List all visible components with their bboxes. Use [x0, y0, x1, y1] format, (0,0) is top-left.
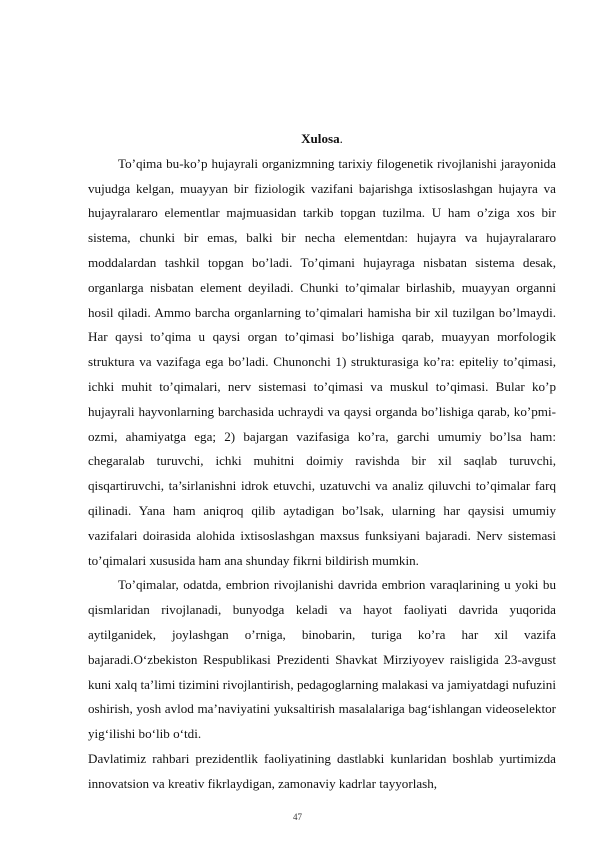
- section-title: [88, 127, 556, 152]
- paragraph-3: Davlatimiz rahbari prezidentlik faoliyatining dastlabki kunlaridan boshlab yurtimizda innovatsion va kreativ fikrlaydigan, zamonaviy kadrlar tayyorlash,: [88, 750, 556, 791]
- document-body: [88, 127, 556, 797]
- section-title-punct: .: [339, 131, 343, 146]
- paragraph-2: To’qimalar, odatda, embrion rivojlanishi davrida embrion varaqlarining u yoki bu qismlaridan rivojlanadi, bunyodga keladi va hayot faoliyati davrida yuqorida aytilganidek, joylashgan o’rniga, binobarin, turiga ko’ra har xil vazifa bajaradi.O‘zbekiston Respublikasi Prezidenti Shavkat Mirziyoyev raisligida 23-avgust kuni xalq ta’limi tizimini rivojlantirish, pedagoglarning malakasi va jamiyatdagi nufuzini oshirish, yosh avlod ma’naviyatini yuksaltirish masalalariga bag‘ishlangan videoselektor yig‘ilishi bo‘lib o‘tdi.: [88, 577, 556, 742]
- section-title-text: Xulosa: [301, 131, 340, 146]
- page-number: 47: [293, 812, 302, 822]
- paragraph-1: To’qima bu-ko’p hujayrali organizmning tarixiy filogenetik rivojlanishi jarayonida vujudga kelgan, muayyan bir fiziologik vazifani bajarishga ixtisoslashgan hujayra va hujayralararo elementlar majmuasidan tarkib topgan tuzilma. U ham o’ziga xos bir sistema, chunki bir emas, balki bir necha elementdan: hujayra va hujayralararo moddalardan tashkil topgan bo’ladi. To’qimani hujayraga nisbatan sistema desak, organlarga nisbatan element deyiladi. Chunki to’qimalar birlashib, muayyan organni hosil qiladi. Ammo barcha organlarning to’qimalari hamisha bir xil tuzilgan bo’lmaydi. Har qaysi to’qima u qaysi organ to’qimasi bo’lishiga qarab, muayyan morfologik struktura va vazifaga ega bo’ladi. Chunonchi 1) strukturasiga ko’ra: epiteliy to’qimasi, ichki muhit to’qimalari, nerv sistemasi to’qimasi va muskul to’qimasi. Bular ko’p hujayrali hayvonlarning barchasida uchraydi va qaysi organda bo’lishiga qarab, ko’pmi-ozmi, ahamiyatga ega; 2) bajargan vazifasiga ko’ra, garchi umumiy bo’lsa ham: chegaralab turuvchi, ichki muhitni doimiy ravishda bir xil saqlab turuvchi, qisqartiruvchi, ta’sirlanishni idrok etuvchi, uzatuvchi va analiz qiluvchi to’qimalar farq qilinadi. Yana ham aniqroq qilib aytadigan bo’lsak, ularning har qaysisi umumiy vazifalari doirasida alohida ixtisoslashgan maxsus funksiyani bajaradi. Nerv sistemasi to’qimalari xususida ham ana shunday fikrni bildirish mumkin.: [88, 155, 556, 568]
